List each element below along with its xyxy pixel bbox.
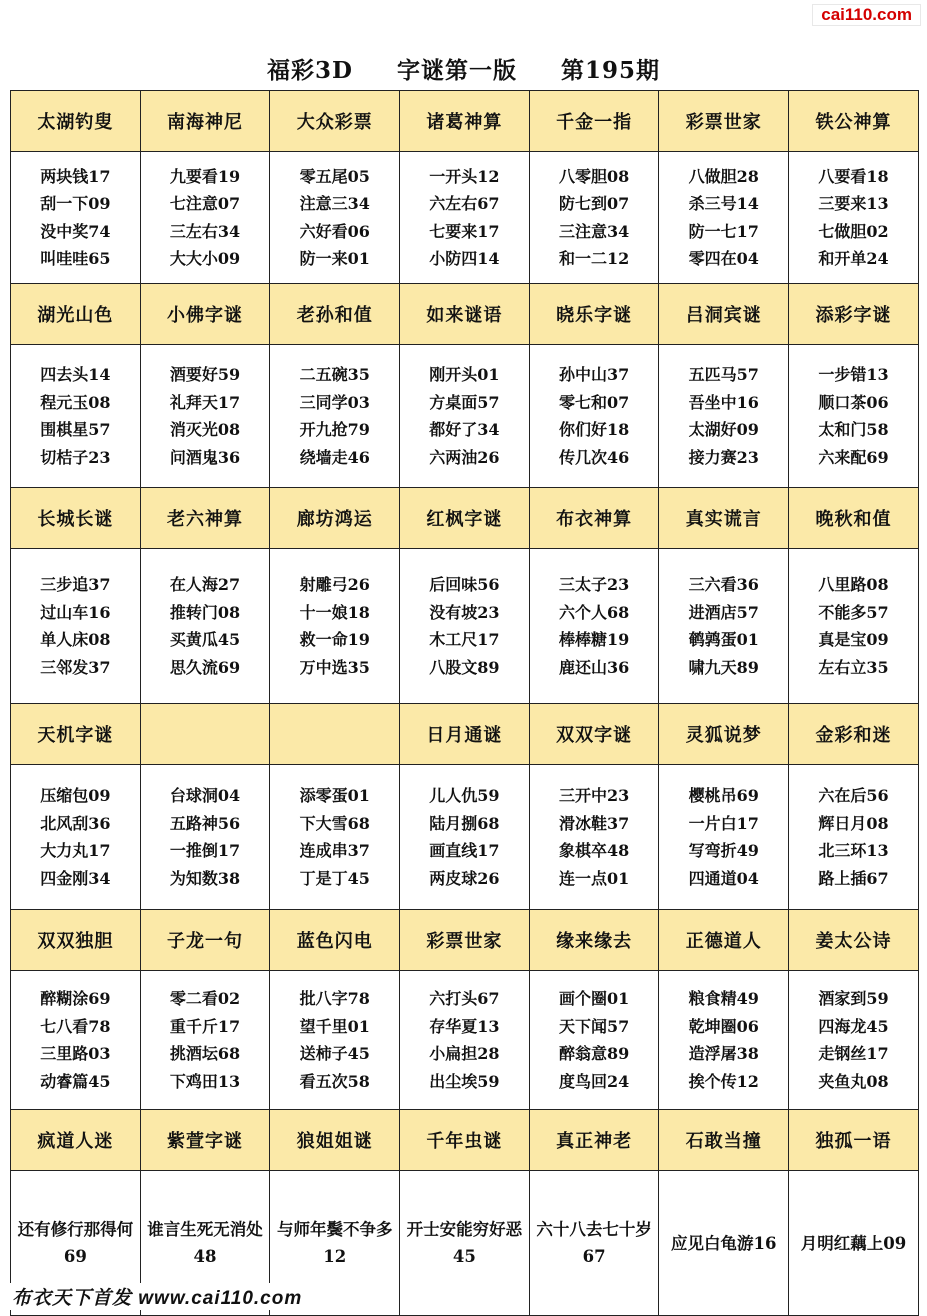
source-name-cell: 太湖钓叟 [11,91,141,152]
clue-cell [789,152,919,284]
clue-line: 零四在04 [688,249,759,268]
clue-line: 思久流69 [169,657,241,677]
header-row [11,488,919,549]
clue-line: 射雕弓26 [299,575,370,594]
clue-line: 画直线17 [429,841,500,860]
clue-line: 三步追37 [40,575,111,594]
clue-line: 十一娘18 [299,602,370,622]
source-name-cell [270,704,400,765]
clue-line: 批八字78 [299,989,370,1008]
clue-line: 单人床08 [40,630,111,649]
source-name-cell: 大众彩票 [270,91,400,152]
clue-line: 不能多57 [818,602,889,622]
clue-cell [789,765,919,910]
clue-line: 台球洞04 [169,786,241,805]
source-name-cell: 吕洞宾谜 [659,284,789,345]
clue-line: 连成串37 [299,841,370,860]
clue-line: 大力丸17 [40,841,111,860]
title-issue: 第195期 [560,57,660,84]
clue-cell [11,549,141,704]
clue-line: 刚开头01 [429,365,500,384]
clue-line: 注意三34 [299,194,370,213]
source-name-cell: 彩票世家 [400,910,530,971]
clue-line: 丁是丁45 [299,868,370,888]
source-name-cell: 老六神算 [140,488,270,549]
clue-line: 八里路08 [818,575,889,594]
poem-line: 谁言生死无消处48 [147,1220,263,1266]
clue-line: 传几次46 [558,447,630,467]
clue-line: 四去头14 [40,365,111,384]
clue-cell [400,549,530,704]
clue-row [11,549,919,704]
clue-line: 问酒鬼36 [169,447,241,467]
source-name-cell: 长城长谜 [11,488,141,549]
clue-line: 没有坡23 [429,602,500,622]
header-row [11,284,919,345]
clue-line: 两块钱17 [40,166,111,186]
clue-cell [400,1171,530,1316]
clue-line: 三太子23 [558,575,630,594]
poem-line: 应见白龟游16 [671,1233,777,1253]
clue-line: 路上插67 [818,868,889,888]
poem-line: 开士安能穷好恶45 [406,1220,523,1266]
clue-cell [11,971,141,1110]
clue-line: 北风刮36 [40,813,111,833]
source-name-cell: 真正神老 [529,1110,659,1171]
clue-line: 你们好18 [558,420,630,439]
clue-cell [270,345,400,488]
header-row [11,910,919,971]
source-name-cell: 晓乐字谜 [529,284,659,345]
clue-line: 开九抢79 [299,420,370,439]
clue-cell [659,765,789,910]
poem-line: 六十八去七十岁67 [536,1220,652,1266]
clue-line: 度鸟回24 [558,1071,630,1091]
clue-line: 太湖好09 [688,420,759,439]
clue-line: 消灭光08 [169,420,241,439]
clue-line: 三要来13 [818,194,889,213]
clue-line: 六左右67 [429,194,500,213]
clue-line: 六来配69 [818,447,889,467]
source-name-cell: 紫萱字谜 [140,1110,270,1171]
clue-cell [529,1171,659,1316]
clue-line: 叫哇哇65 [40,249,111,268]
clue-line: 滑冰鞋37 [558,813,630,833]
clue-line: 夹鱼丸08 [818,1071,889,1091]
clue-line: 天下闻57 [558,1016,630,1036]
clue-line: 零七和07 [558,392,630,412]
clue-line: 在人海27 [169,575,241,594]
clue-line: 礼拜天17 [169,392,241,412]
clue-line: 和一二12 [558,249,630,268]
clue-line: 零五尾05 [299,166,370,186]
clue-cell [140,971,270,1110]
clue-line: 下鸡田13 [169,1071,241,1091]
clue-line: 酒要好59 [169,365,241,384]
source-name-cell: 晚秋和值 [789,488,919,549]
source-name-cell: 狼姐姐谜 [270,1110,400,1171]
poem-line: 还有修行那得何69 [17,1220,134,1266]
clue-line: 都好了34 [429,420,500,439]
clue-line: 七注意07 [169,194,241,213]
source-name-cell: 疯道人迷 [11,1110,141,1171]
clue-cell [270,152,400,284]
clue-line: 酒家到59 [818,989,889,1008]
clue-line: 走钢丝17 [818,1044,889,1063]
clue-line: 三开中23 [558,786,630,805]
clue-cell [270,549,400,704]
source-name-cell: 布衣神算 [529,488,659,549]
clue-line: 写弯折49 [688,841,759,860]
clue-line: 买黄瓜45 [169,630,241,649]
clue-line: 儿人仇59 [429,786,500,805]
source-name-cell: 真实谎言 [659,488,789,549]
clue-line: 送柿子45 [299,1044,370,1063]
clue-line: 九要看19 [169,166,241,186]
site-url[interactable]: cai110.com [812,4,921,26]
clue-line: 万中选35 [299,657,370,677]
source-name-cell: 廊坊鸿运 [270,488,400,549]
source-name-cell: 缘来缘去 [529,910,659,971]
clue-cell [789,549,919,704]
clue-line: 看五次58 [299,1071,370,1091]
header-row [11,91,919,152]
clue-line: 一开头12 [429,166,500,186]
clue-line: 画个圈01 [558,989,630,1008]
clue-line: 小扁担28 [429,1044,500,1063]
clue-cell [400,152,530,284]
clue-line: 方桌面57 [429,392,500,412]
source-name-cell: 双双独胆 [11,910,141,971]
clue-line: 防一来01 [299,249,370,268]
clue-line: 造浮屠38 [688,1044,759,1063]
clue-line: 围棋星57 [40,420,111,439]
source-name-cell: 子龙一句 [140,910,270,971]
clue-line: 太和门58 [818,420,889,439]
clue-cell [659,971,789,1110]
clue-cell [140,765,270,910]
clue-line: 四海龙45 [818,1016,889,1036]
source-name-cell: 灵狐说梦 [659,704,789,765]
clue-cell [270,971,400,1110]
source-name-cell: 双双字谜 [529,704,659,765]
source-name-cell: 千年虫谜 [400,1110,530,1171]
poem-line: 月明红藕上09 [800,1233,907,1253]
title-lottery: 福彩3D [267,57,353,84]
source-name-cell: 红枫字谜 [400,488,530,549]
source-name-cell: 金彩和迷 [789,704,919,765]
clue-line: 望千里01 [299,1016,370,1036]
clue-line: 杀三号14 [688,194,759,213]
clue-line: 啸九天89 [688,657,759,677]
clue-line: 二五碗35 [299,365,370,384]
title-edition: 字谜第一版 [396,57,517,84]
clue-line: 粮食精49 [688,989,759,1008]
source-name-cell: 独孤一语 [789,1110,919,1171]
clue-line: 三注意34 [558,221,630,241]
clue-cell [140,345,270,488]
clue-row [11,152,919,284]
clue-cell [659,152,789,284]
clue-line: 辉日月08 [818,813,889,833]
riddle-grid [10,90,919,1316]
clue-line: 六在后56 [818,786,889,805]
clue-line: 六两油26 [429,447,500,467]
clue-line: 顺口茶06 [818,392,889,412]
clue-row [11,345,919,488]
clue-line: 挨个传12 [688,1071,759,1091]
clue-line: 推转门08 [169,602,241,622]
clue-line: 零二看02 [169,989,241,1008]
source-name-cell: 姜太公诗 [789,910,919,971]
clue-cell [11,765,141,910]
clue-line: 存华夏13 [429,1016,500,1036]
clue-line: 北三环13 [818,841,889,860]
header-row [11,704,919,765]
clue-line: 乾坤圈06 [688,1016,759,1036]
source-name-cell: 石敢当撞 [659,1110,789,1171]
page-title [0,52,927,85]
clue-line: 四金刚34 [40,868,111,888]
clue-line: 六好看06 [299,221,370,241]
clue-line: 棒棒糖19 [558,630,630,649]
clue-line: 大大小09 [169,249,241,268]
clue-row [11,971,919,1110]
clue-cell [11,345,141,488]
clue-line: 绕墙走46 [299,447,370,467]
source-name-cell: 千金一指 [529,91,659,152]
clue-cell [529,765,659,910]
clue-cell [529,345,659,488]
source-name-cell: 正德道人 [659,910,789,971]
clue-line: 七要来17 [429,221,500,241]
clue-cell [789,971,919,1110]
header-row [11,1110,919,1171]
clue-line: 七八看78 [40,1016,111,1036]
clue-line: 六打头67 [429,989,500,1008]
clue-line: 出尘埃59 [429,1071,500,1091]
clue-line: 一推倒17 [169,841,241,860]
source-name-cell: 小佛字谜 [140,284,270,345]
clue-line: 和开单24 [818,249,889,268]
clue-line: 真是宝09 [818,630,889,649]
source-name-cell: 蓝色闪电 [270,910,400,971]
clue-line: 六个人68 [558,602,630,622]
clue-line: 左右立35 [818,657,889,677]
clue-cell [400,345,530,488]
clue-cell [789,1171,919,1316]
clue-cell [140,152,270,284]
clue-line: 八做胆28 [688,166,759,186]
clue-line: 四通道04 [688,868,759,888]
source-name-cell: 老孙和值 [270,284,400,345]
clue-line: 防一七17 [688,221,759,241]
clue-line: 五路神56 [169,813,241,833]
clue-line: 连一点01 [558,868,630,888]
clue-line: 防七到07 [558,194,630,213]
source-name-cell: 湖光山色 [11,284,141,345]
clue-cell [529,549,659,704]
clue-line: 八股文89 [429,657,500,677]
clue-cell [529,971,659,1110]
source-name-cell: 日月通谜 [400,704,530,765]
clue-cell [659,345,789,488]
clue-line: 救一命19 [299,630,370,649]
source-name-cell: 铁公神算 [789,91,919,152]
clue-line: 三左右34 [169,221,241,241]
clue-line: 压缩包09 [40,786,111,805]
clue-cell [11,152,141,284]
clue-cell [400,765,530,910]
clue-line: 三邻发37 [40,657,111,677]
clue-cell [789,345,919,488]
clue-line: 重千斤17 [169,1016,241,1036]
clue-cell [140,549,270,704]
footer-credit: 布衣天下首发 www.cai110.com [8,1283,306,1310]
clue-line: 鹿还山36 [558,657,630,677]
clue-line: 过山车16 [40,602,111,622]
clue-line: 陆月捌68 [429,813,500,833]
clue-line: 刮一下09 [40,194,111,213]
clue-line: 木工尺17 [429,630,500,649]
clue-line: 一片白17 [688,813,759,833]
clue-line: 挑酒坛68 [169,1044,241,1063]
clue-line: 三六看36 [688,575,759,594]
clue-line: 接力赛23 [688,447,759,467]
clue-line: 八零胆08 [558,166,630,186]
clue-line: 为知数38 [169,868,241,888]
clue-cell [400,971,530,1110]
clue-line: 五匹马57 [688,365,759,384]
source-name-cell: 彩票世家 [659,91,789,152]
clue-line: 后回味56 [429,575,500,594]
clue-line: 程元玉08 [40,392,111,412]
clue-line: 切桔子23 [40,447,111,467]
source-name-cell: 南海神尼 [140,91,270,152]
clue-line: 吾坐中16 [688,392,759,412]
clue-line: 三同学03 [299,392,370,412]
clue-line: 七做胆02 [818,221,889,241]
source-name-cell: 天机字谜 [11,704,141,765]
clue-line: 两皮球26 [429,868,500,888]
clue-line: 鹌鹑蛋01 [688,630,759,649]
source-name-cell: 诸葛神算 [400,91,530,152]
clue-cell [270,765,400,910]
clue-cell [529,152,659,284]
clue-line: 三里路03 [40,1044,111,1063]
clue-line: 进酒店57 [688,602,759,622]
clue-line: 添零蛋01 [299,786,370,805]
source-name-cell: 添彩字谜 [789,284,919,345]
clue-line: 动睿篇45 [40,1071,111,1091]
clue-cell [659,549,789,704]
clue-line: 八要看18 [818,166,889,186]
clue-line: 樱桃吊69 [688,786,759,805]
clue-row [11,765,919,910]
clue-line: 一步错13 [818,365,889,384]
clue-line: 象棋卒48 [558,841,630,860]
clue-cell [659,1171,789,1316]
clue-line: 下大雪68 [299,813,370,833]
source-name-cell [140,704,270,765]
poem-line: 与师年鬓不争多12 [276,1220,393,1266]
clue-line: 孙中山37 [558,365,630,384]
clue-line: 醉翁意89 [558,1044,630,1063]
source-name-cell: 如来谜语 [400,284,530,345]
clue-line: 小防四14 [429,249,500,268]
clue-line: 没中奖74 [40,221,111,241]
clue-line: 醉糊涂69 [40,989,111,1008]
